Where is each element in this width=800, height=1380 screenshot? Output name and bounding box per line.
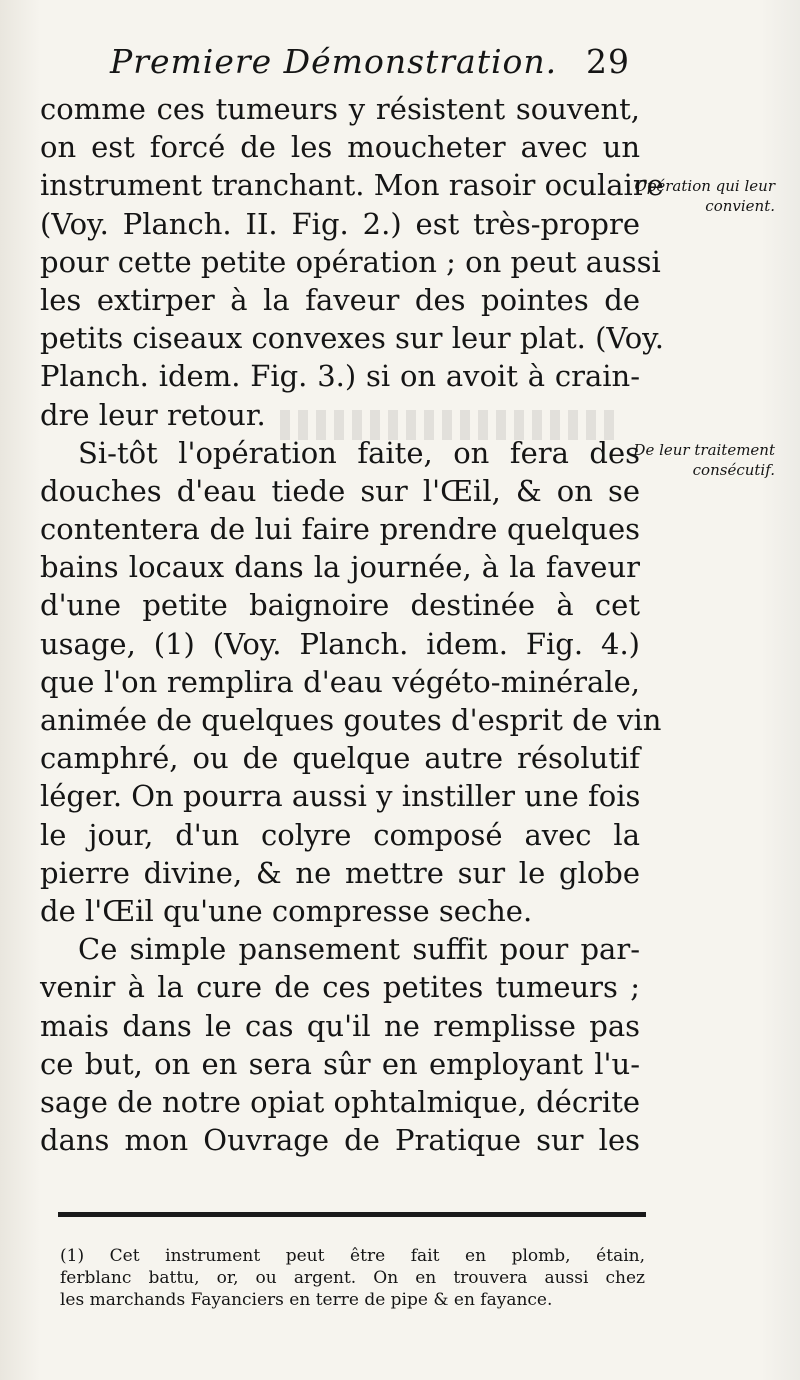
text-line: Si-tôt l'opération faite, on fera des xyxy=(78,435,640,470)
text-line: le jour, d'un colyre composé avec la xyxy=(40,817,640,852)
text-line: de l'Œil qu'une compresse seche. xyxy=(40,893,533,928)
footnote-line: ferblanc battu, or, ou argent. On en trouvera aussi chez xyxy=(60,1268,645,1288)
page-number: 29 xyxy=(586,42,630,81)
text-line: instrument tranchant. Mon rasoir oculaire xyxy=(40,168,664,203)
footnote xyxy=(60,1245,645,1311)
text-line: les extirper à la faveur des pointes de xyxy=(40,282,640,317)
text-line: venir à la cure de ces petites tumeurs ; xyxy=(40,970,640,1005)
text-line: bains locaux dans la journée, à la faveur xyxy=(40,550,640,585)
body-text xyxy=(40,90,664,1159)
running-header xyxy=(110,42,630,92)
text-line: dans mon Ouvrage de Pratique sur les xyxy=(40,1123,640,1158)
text-line: on est forcé de les moucheter avec un xyxy=(40,130,640,165)
text-line: pierre divine, & ne mettre sur le globe xyxy=(40,855,640,890)
header-title: Premiere Démonstration. xyxy=(110,42,558,81)
text-line: douches d'eau tiede sur l'Œil, & on se xyxy=(40,473,640,508)
footnote-separator-rule xyxy=(58,1212,646,1217)
text-line: animée de quelques goutes d'esprit de vin xyxy=(40,703,662,737)
text-line: Ce simple pansement suffit pour par- xyxy=(78,932,640,967)
margin-note-operation: Opération qui leur convient. xyxy=(634,177,775,215)
text-line: petits ciseaux convexes sur leur plat. (Voy. xyxy=(40,321,664,356)
text-line: comme ces tumeurs y résistent souvent, xyxy=(40,92,640,126)
text-line: dre leur retour. xyxy=(40,397,266,432)
text-line: (Voy. Planch. II. Fig. 2.) est très-propre xyxy=(40,206,640,241)
footnote-line: les marchands Fayanciers en terre de pipe & en fayance. xyxy=(60,1290,553,1310)
text-line: camphré, ou de quelque autre résolutif xyxy=(40,741,640,776)
footnote-line: (1) Cet instrument peut être fait en plomb, étain, xyxy=(60,1246,645,1266)
text-line: sage de notre opiat ophtalmique, décrite xyxy=(40,1084,641,1119)
text-line: contentera de lui faire prendre quelques xyxy=(40,512,640,547)
text-line: usage, (1) (Voy. Planch. idem. Fig. 4.) xyxy=(40,626,640,661)
text-line: pour cette petite opération ; on peut aussi xyxy=(40,244,661,279)
text-line: léger. On pourra aussi y instiller une fois xyxy=(40,779,641,814)
margin-note-treatment: De leur traitement consécutif. xyxy=(633,441,775,479)
text-line: que l'on remplira d'eau végéto-minérale, xyxy=(40,664,640,699)
text-line: d'une petite baignoire destinée à cet xyxy=(40,588,640,623)
text-line: Planch. idem. Fig. 3.) si on avoit à crain- xyxy=(40,359,640,394)
text-line: mais dans le cas qu'il ne remplisse pas xyxy=(40,1008,640,1043)
text-line: ce but, on en sera sûr en employant l'u- xyxy=(40,1046,640,1081)
